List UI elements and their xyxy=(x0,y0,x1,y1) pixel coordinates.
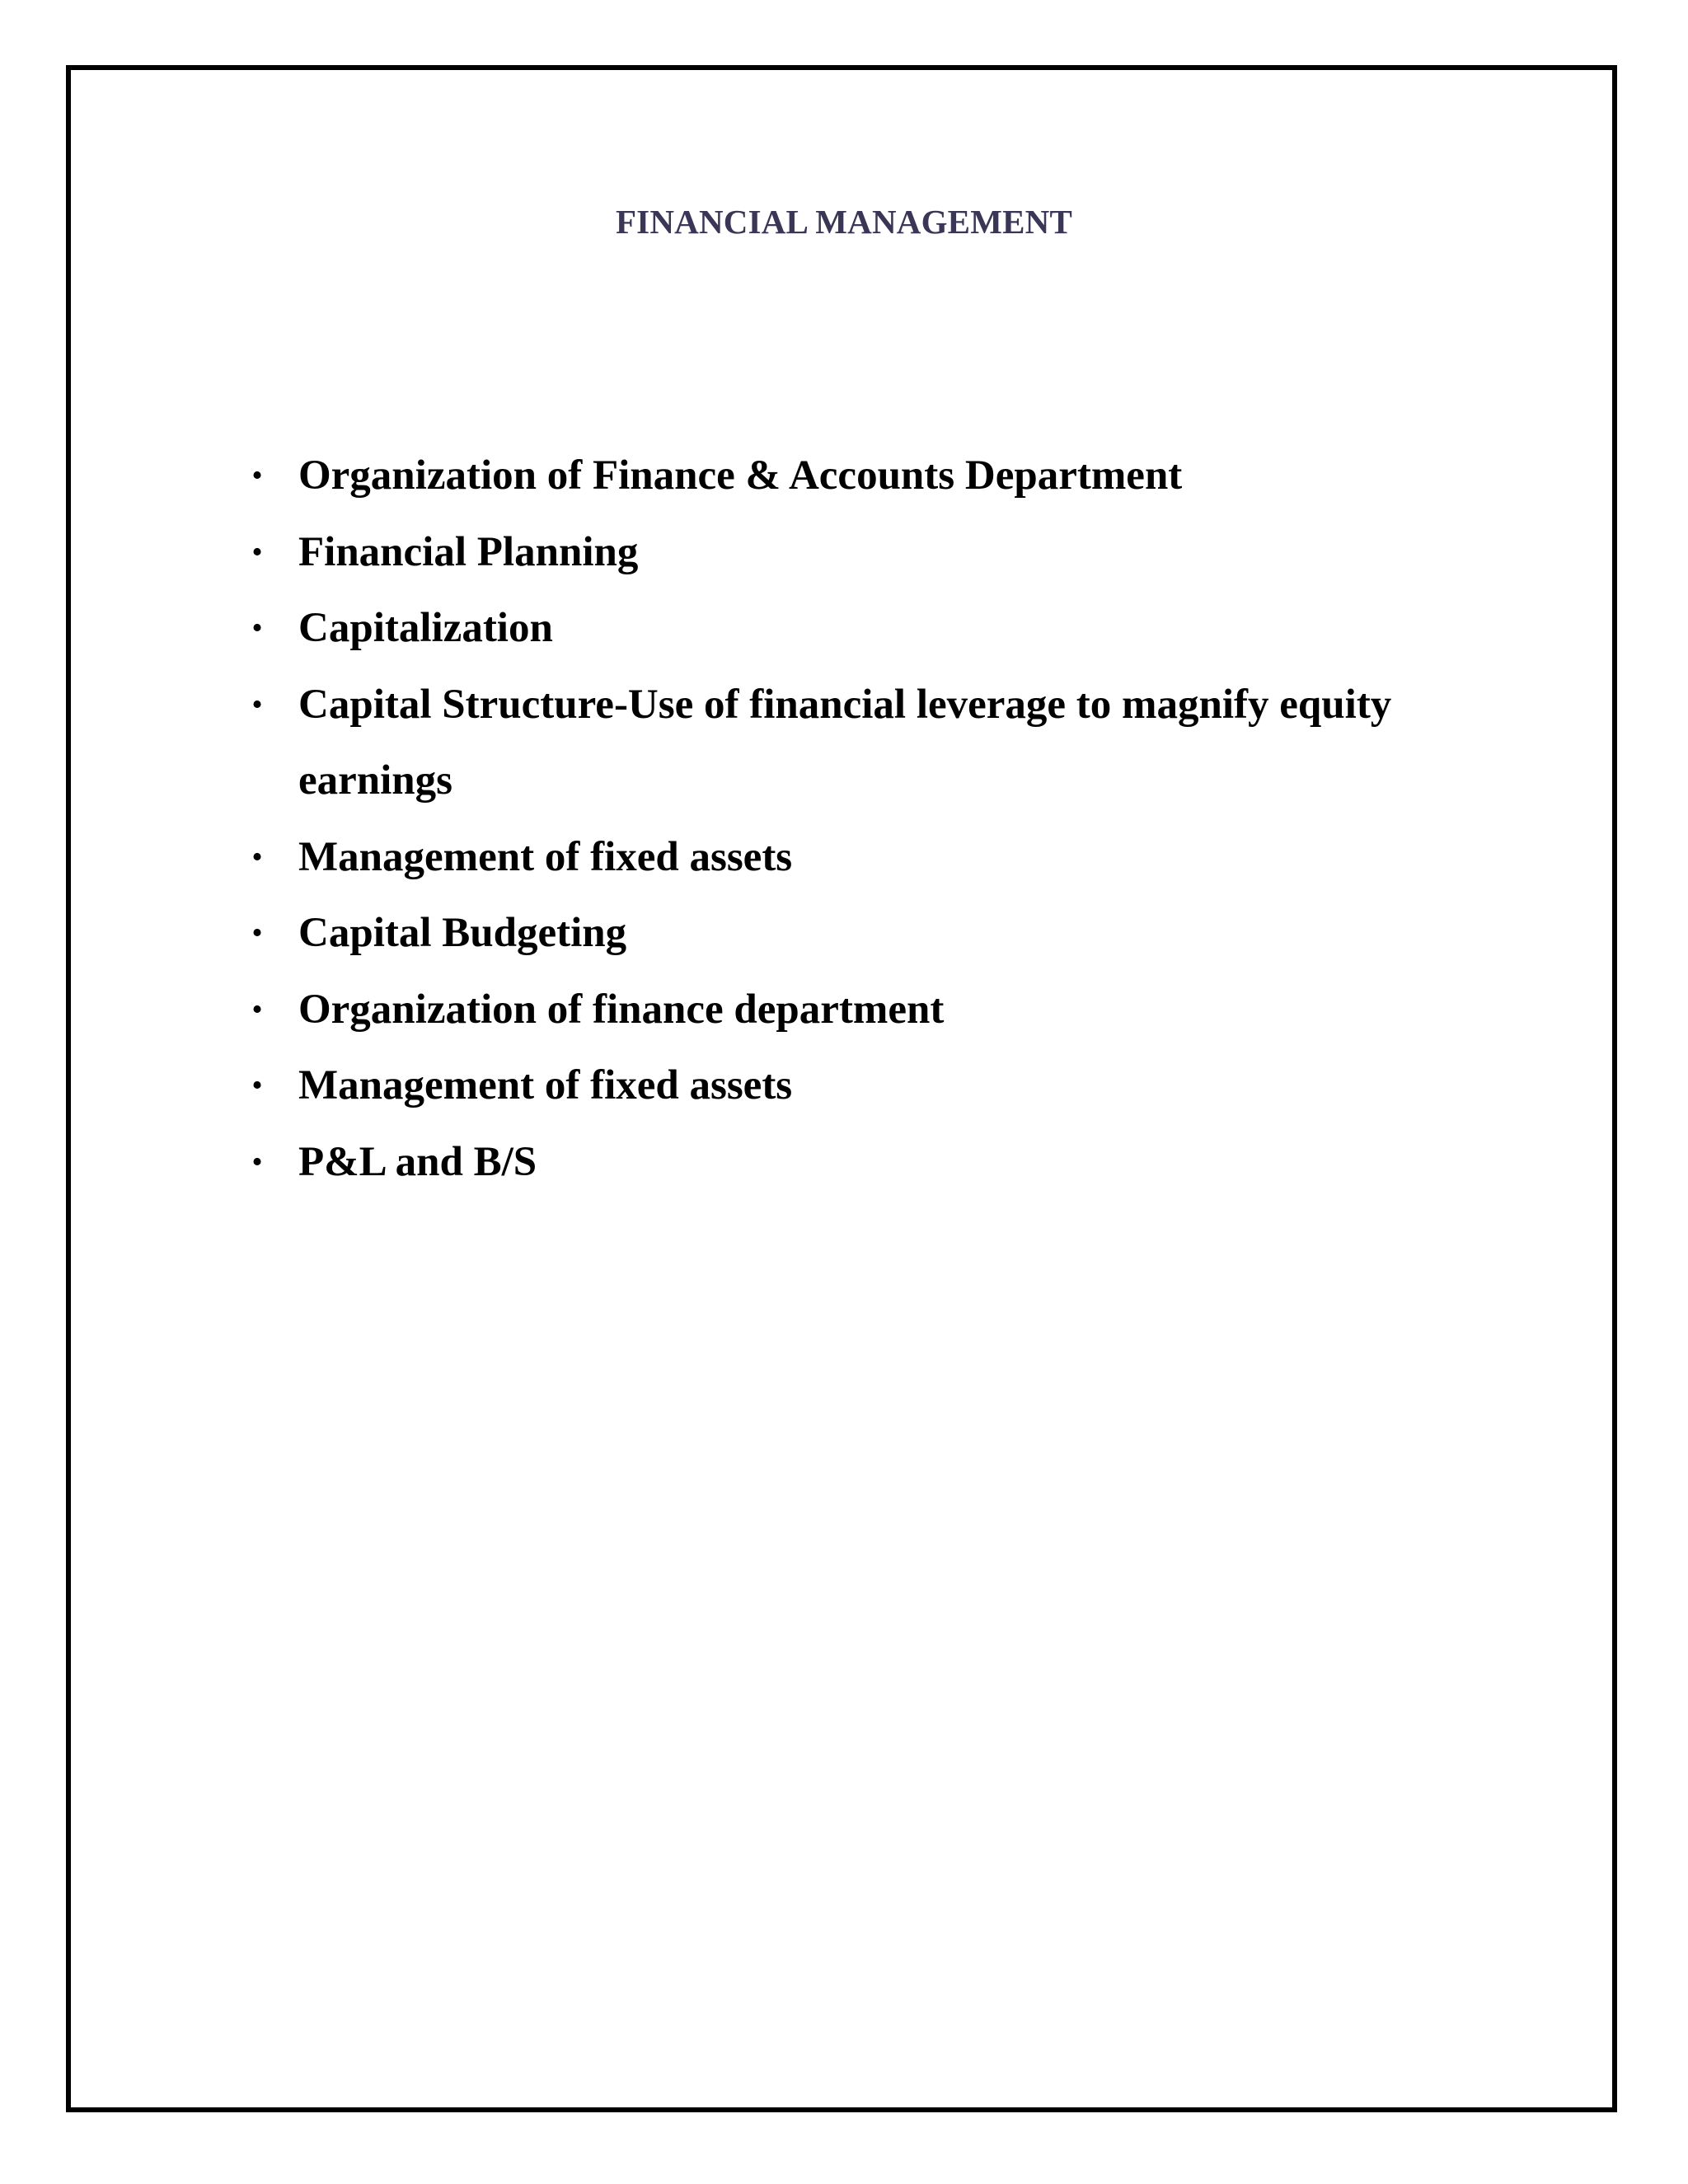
list-item xyxy=(247,438,1500,514)
list-item xyxy=(247,972,1500,1048)
bullet-icon: • xyxy=(251,687,263,722)
list-item xyxy=(247,667,1500,819)
bullet-icon: • xyxy=(251,916,263,950)
bullet-icon: • xyxy=(251,1068,263,1103)
bullet-icon: • xyxy=(251,534,263,569)
bullet-icon: • xyxy=(251,458,263,493)
document-title: FINANCIAL MANAGEMENT xyxy=(615,203,1073,241)
list-item-text: Capitalization xyxy=(298,605,553,651)
list-item-text: Management of fixed assets xyxy=(298,1062,793,1108)
bullet-icon: • xyxy=(251,611,263,645)
list-item xyxy=(247,895,1500,972)
list-item xyxy=(247,514,1500,591)
list-item xyxy=(247,819,1500,896)
bullet-icon: • xyxy=(251,1144,263,1179)
list-item-text: Financial Planning xyxy=(298,528,639,575)
list-item-text: Management of fixed assets xyxy=(298,833,793,880)
list-item-text: Capital Structure-Use of financial leverage to magnify equity earnings xyxy=(298,681,1392,804)
list-item-text: Capital Budgeting xyxy=(298,910,627,956)
topic-list xyxy=(247,438,1500,1200)
list-item-text: Organization of finance department xyxy=(298,986,945,1033)
bullet-icon: • xyxy=(251,991,263,1027)
list-item-text: P&L and B/S xyxy=(298,1138,537,1185)
list-item-text: Organization of Finance & Accounts Department xyxy=(298,452,1183,499)
list-item xyxy=(247,1047,1500,1124)
list-item xyxy=(247,1124,1500,1201)
bullet-icon: • xyxy=(251,839,263,874)
list-item xyxy=(247,590,1500,667)
